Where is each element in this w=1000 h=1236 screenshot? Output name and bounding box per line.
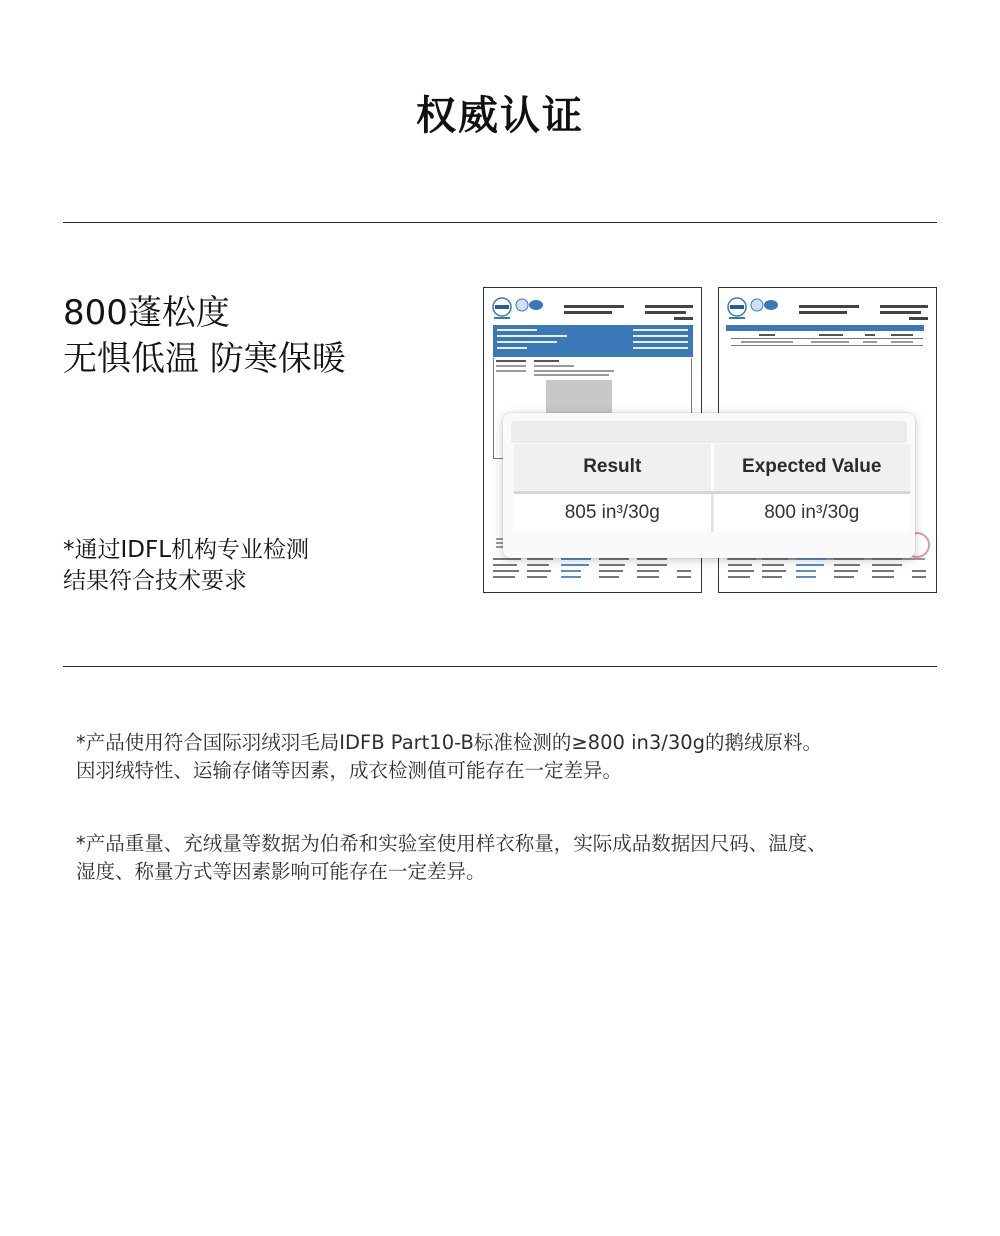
report-footer [493,554,693,584]
top-divider [63,222,937,223]
report-footer [728,554,928,584]
headline-line-1: 800蓬松度 [63,293,230,333]
footnote-line: 因羽绒特性、运输存储等因素，成衣检测值可能存在一定差异。 [76,759,623,782]
result-value: 805 in³/30g [514,492,712,532]
result-header: Result [514,444,712,492]
report-header-text [564,305,624,319]
certification-note-line-2: 结果符合技术要求 [63,568,247,594]
report-header-text [799,305,859,319]
report-id-text [880,305,928,323]
result-zoom-card [503,413,915,558]
bottom-divider [63,666,937,667]
result-table [514,444,910,532]
expected-value-header: Expected Value [712,444,910,492]
report-client-band [493,325,693,357]
footnote-down-standard [76,729,822,785]
headline [63,290,346,382]
page-title: 权威认证 [416,93,584,139]
report-id-text [645,305,693,323]
report-logos-image [727,296,787,320]
zoom-card-header-strip [511,421,907,443]
expected-value: 800 in³/30g [712,492,910,532]
result-table-row [514,492,910,532]
footnote-line: *产品重量、充绒量等数据为伯希和实验室使用样衣称量，实际成品数据因尺码、温度、 [76,832,827,855]
certification-note [63,535,309,597]
report-frame-left [493,358,494,458]
footnote-weight-disclaimer [76,830,827,886]
report-logos-image [492,296,552,320]
headline-line-2: 无惧低温 防寒保暖 [63,339,346,379]
footnote-line: 湿度、称量方式等因素影响可能存在一定差异。 [76,860,486,883]
certification-note-line-1: *通过IDFL机构专业检测 [63,537,310,563]
report-summary-band [726,325,924,331]
footnote-line: *产品使用符合国际羽绒羽毛局IDFB Part10-B标准检测的≥800 in3/30g的鹅绒原料。 [76,731,823,754]
result-table-header-row [514,444,910,492]
